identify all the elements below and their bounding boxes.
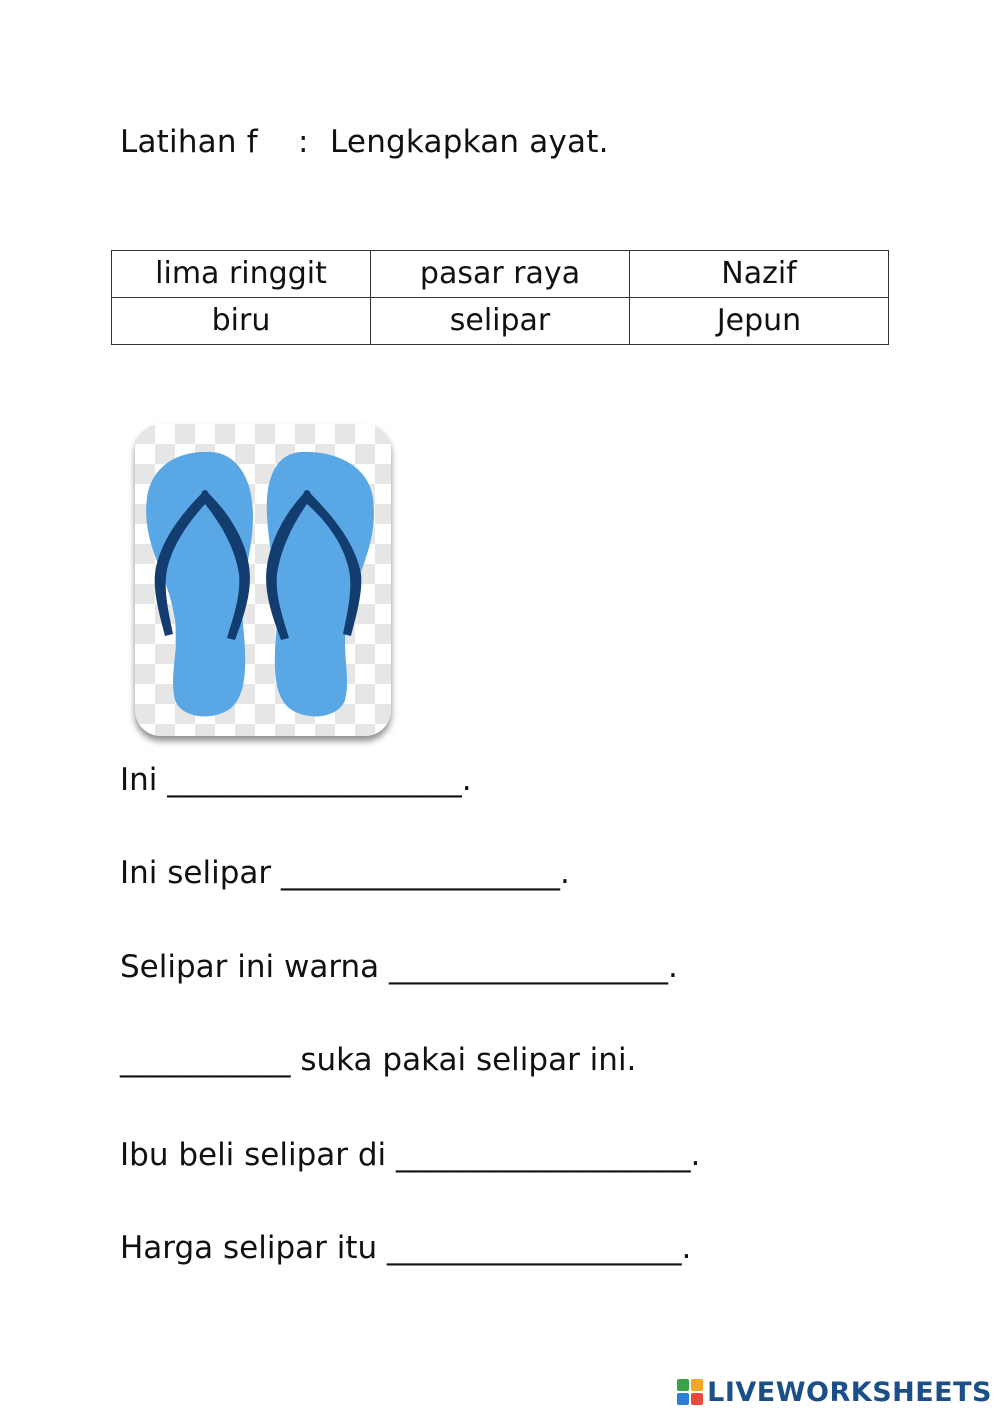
sentence-2: Ini selipar __________________. — [120, 855, 570, 891]
sentence-6: Harga selipar itu ___________________. — [120, 1230, 692, 1266]
exercise-instruction: Lengkapkan ayat. — [330, 124, 609, 160]
word-bank-row — [112, 251, 889, 298]
liveworksheets-wordmark: LIVEWORKSHEETS — [707, 1376, 992, 1408]
sentence-5: Ibu beli selipar di ___________________. — [120, 1137, 701, 1173]
sentence-4: ___________ suka pakai selipar ini. — [120, 1042, 637, 1078]
flip-flops-picture — [135, 424, 391, 736]
sentence-3: Selipar ini warna __________________. — [120, 949, 678, 985]
word-bank-cell: selipar — [371, 298, 630, 345]
word-bank-table — [111, 250, 889, 345]
word-bank-cell: lima ringgit — [112, 251, 371, 298]
word-bank-cell: pasar raya — [371, 251, 630, 298]
word-bank-cell: Nazif — [630, 251, 889, 298]
word-bank-cell: Jepun — [630, 298, 889, 345]
exercise-label: Latihan f — [120, 124, 258, 160]
liveworksheets-branding — [677, 1375, 992, 1409]
exercise-heading — [120, 124, 609, 160]
flip-flops-icon — [135, 424, 391, 736]
heading-separator: : — [298, 124, 309, 160]
liveworksheets-logo-icon — [677, 1379, 703, 1405]
sentence-1: Ini ___________________. — [120, 762, 472, 798]
word-bank-row — [112, 298, 889, 345]
word-bank-cell: biru — [112, 298, 371, 345]
